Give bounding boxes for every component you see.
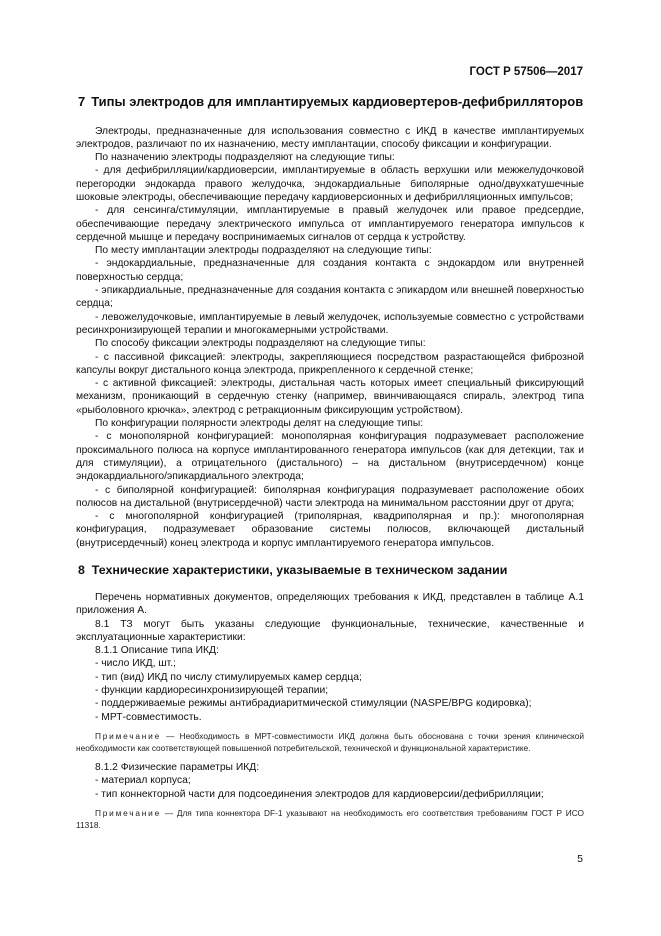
page-content [76,94,584,838]
list-item: - тип коннекторной части для подсоединения электродов для кардиоверсии/дефибрилляции; [95,788,544,800]
note-mri [76,730,584,754]
list-item: - эпикардиальные, предназначенные для создания контакта с эпикардом или внешней поверхностью сердца; [76,285,584,310]
list-item: - эндокардиальные, предназначенные для создания контакта с эндокардом или внутренней поверхностью сердца; [76,258,584,283]
note-connector [76,807,584,831]
paragraph: По конфигурации полярности электроды делят на следующие типы: [95,418,424,430]
page-number: 5 [577,853,583,865]
list-item: - с биполярной конфигурацией: биполярная конфигурация подразумевает расположение обоих полюсов на дистальной (внутрисердечной) части электрода на минимальном расстоянии друг от друга; [76,484,584,509]
standard-header: ГОСТ Р 57506—2017 [469,66,583,78]
paragraph: По месту имплантации электроды подразделяют на следующие типы: [95,245,432,257]
section-7-number: 7 [78,94,86,109]
list-item: - функции кардиоресинхронизирующей терапии; [95,685,329,697]
section-7-title: Типы электродов для имплантируемых кардиовертеров-дефибрилляторов [91,94,584,109]
note-label: Примечание [95,807,162,818]
paragraph: По способу фиксации электроды подразделяют на следующие типы: [95,338,426,350]
list-item: - левожелудочковые, имплантируемые в левый желудочек, используемые совместно с устройствами ресинхронизирующей терапии и многокамерными устройствами. [76,311,584,336]
list-item: - с монополярной конфигурацией: монополярная конфигурация подразумевает расположение проксимального полюса на корпусе имплантированного генератора импульсов (как для детекции, так и для стимуляции), а отрицательного (дистального) – на дистальном (внутрисердечном) конце эндокардиального/эпикардиального электрода; [76,431,584,483]
list-item: - тип (вид) ИКД по числу стимулируемых камер сердца; [95,671,362,683]
list-item: - для дефибрилляции/кардиоверсии, имплантируемые в область верхушки или межжелудочковой перегородки эндокарда правого желудочка, эндокардиальные биполярные одно/двухкатушечные шоковые электроды, обеспечивающие передачу кардиоверсионных и дефибрилляционных импульсов; [76,165,584,203]
section-8-title: Технические характеристики, указываемые в техническом задании [91,563,508,577]
list-item: - с пассивной фиксацией: электроды, закрепляющиеся посредством разрастающейся фиброзной капсулы вокруг дистального конца электрода, прикрепленного к сердечной стенке; [76,351,584,376]
note-text: — Для типа коннектора DF-1 указывают на необходимость его соответствия требованиям ГОСТ Р ИСО 11318. [76,807,584,830]
list-item: - МРТ-совместимость. [95,711,202,723]
section-8-heading [78,562,584,578]
list-item: - число ИКД, шт.; [95,658,176,670]
clause-8-1: 8.1 ТЗ могут быть указаны следующие функциональные, технические, качественные и эксплуатационные характеристики: [76,618,584,643]
list-item: - материал корпуса; [95,775,191,787]
list-item: - для сенсинга/стимуляции, имплантируемые в правый желудочек или правое предсердие, обеспечивающие передачу электрического импульса от имплантируемого генератора импульсов к сердечной мышце и передачу воспринимаемых сигналов от сердца к устройству. [76,205,584,243]
clause-8-1-1: 8.1.1 Описание типа ИКД: [95,645,219,657]
section-8-number: 8 [78,563,85,577]
paragraph: По назначению электроды подразделяют на следующие типы: [95,152,395,164]
note-label: Примечание [95,730,162,741]
list-item: - поддерживаемые режимы антибрадиаритмической стимуляции (NASPE/BPG кодировка); [95,698,532,710]
clause-8-1-2: 8.1.2 Физические параметры ИКД: [95,761,260,773]
paragraph: Электроды, предназначенные для использования совместно с ИКД в качестве имплантируемых электродов, различают по их назначению, месту имплантации, способу фиксации и конфигурации. [76,125,584,150]
note-text: — Необходимость в МРТ-совместимости ИКД должна быть обоснована с точки зрения клинической необходимости как соответствующей повышенной потребительской, технической и функциональной характеристике. [76,730,584,753]
section-7-heading [78,94,584,111]
list-item: - с активной фиксацией: электроды, дистальная часть которых имеет специальный фиксирующий механизм, проникающий в сердечную стенку (например, ввинчивающаяся спираль, электрод типа «рыболовного крючка», электрод с ретракционным фиксирующим устройством). [76,378,584,416]
paragraph: Перечень нормативных документов, определяющих требования к ИКД, представлен в таблице А.1 приложения А. [76,592,584,617]
list-item: - с многополярной конфигурацией (триполярная, квадриполярная и пр.): многополярная конфигурация, подразумевает образование системы полюсов, включающей дистальный (внутрисердечный) конец электрода и корпус имплантируемого генератора импульсов. [76,511,584,549]
